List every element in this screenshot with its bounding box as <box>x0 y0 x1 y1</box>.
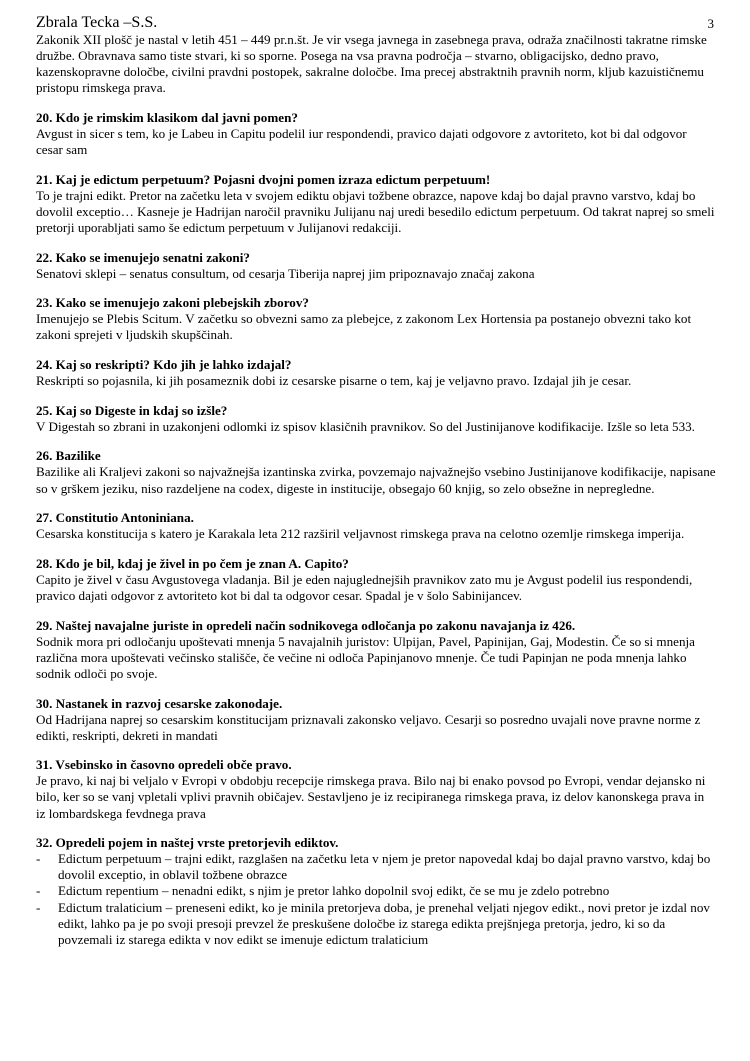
page-number: 3 <box>707 16 714 31</box>
answer-paragraph: Imenujejo se Plebis Scitum. V začetku so obvezni samo za plebejce, z zakonom Lex Hortensia pa postanejo obvezni tako kot zakoni sprejeti v ljudskih skupščinah. <box>36 311 692 343</box>
answer-paragraph: Sodnik mora pri odločanju upoštevati mnenja 5 navajalnih juristov: Ulpijan, Pavel, Papinijan, Gaj, Modestin. Če so si mnenja različna mora upoštevati večinsko stališče, če večine ni odloča Papinjanovo mnenje. Če tudi Papinjan ne poda mnenja lahko sodnik odloči po svoje. <box>36 633 695 681</box>
answer-paragraph: V Digestah so zbrani in uzakonjeni odlomki iz spisov klasičnih pravnikov. So del Justinijanove kodifikacije. Izšle so leta 533. <box>36 418 695 434</box>
list-item <box>36 883 716 899</box>
document-header-author: Zbrala Tecka –S.S. <box>36 14 158 31</box>
qa-section-28 <box>36 556 716 604</box>
answer-paragraph: Je pravo, ki naj bi veljalo v Evropi v obdobju recepcije rimskega prava. Bilo naj bi enako povsod po Evropi, vendar dejansko ni bilo, ker so se vanj vpletali vplivi pravnih običajev. Sestavljeno je iz recipiranega rimskega prava, iz delov kanonskega prava in iz lombardskega fevdnega prava <box>36 773 706 821</box>
qa-section-32 <box>36 835 716 948</box>
answer-paragraph: Cesarska konstitucija s katero je Karakala leta 212 razširil veljavnost rimskega prava na celotno ozemlje rimskega imperija. <box>36 526 685 542</box>
qa-section-24 <box>36 357 716 389</box>
bullet-dash: - <box>36 883 41 899</box>
question-heading: 29. Naštej navajalne juriste in opredeli način sodnikovega odločanja po zakonu navajanja iz 426. <box>36 617 576 633</box>
answer-paragraph: Avgust in sicer s tem, ko je Labeu in Capitu podelil iur respondendi, pravico dajati odgovore z avtoriteto, kot bi dal odgovor cesar sam <box>36 125 687 158</box>
answer-paragraph: Bazilike ali Kraljevi zakoni so najvažnejša izantinska zvirka, povzemajo najvažnejšo vsebino Justinijanove kodifikacije, napisane so v grškem jeziku, niso razdeljene na codex, digeste in institucije, obsegajo 60 knjig, so zelo obsežne in nepregledne. <box>36 464 716 496</box>
qa-section-25 <box>36 403 716 435</box>
bullet-dash: - <box>36 899 41 915</box>
list-item <box>36 851 716 883</box>
intro-paragraph: Zakonik XII plošč je nastal v letih 451 – 449 pr.n.št. Je vir vsega javnega in zasebnega prava, odraža značilnosti takratne rimske družbe. Obravnava samo tiste stvari, ki so sporne. Posega na vsa pravna področja – stvarno, obligacijsko, dedno pravo, kazenskopravne določbe, civilni pravdni postopek, sakralne določbe. Ima precej abstraktnih pravnih norm, kljub kazuističnemu pristopu rimskega prava. <box>36 32 707 96</box>
qa-section-23 <box>36 295 716 343</box>
question-heading: 28. Kdo je bil, kdaj je živel in po čem je znan A. Capito? <box>36 555 349 571</box>
question-heading: 32. Opredeli pojem in naštej vrste pretorjevih ediktov. <box>36 835 339 851</box>
question-heading: 24. Kaj so reskripti? Kdo jih je lahko izdajal? <box>36 357 292 372</box>
list-item <box>36 900 716 948</box>
question-heading: 20. Kdo je rimskim klasikom dal javni pomen? <box>36 109 298 125</box>
qa-section-31 <box>36 757 716 821</box>
qa-section-27 <box>36 510 716 542</box>
question-heading: 23. Kako se imenujejo zakoni plebejskih zborov? <box>36 295 309 311</box>
qa-section-21 <box>36 172 716 236</box>
question-heading: 27. Constitutio Antoniniana. <box>36 510 194 526</box>
question-heading: 22. Kako se imenujejo senatni zakoni? <box>36 249 250 265</box>
list-item-text: Edictum perpetuum – trajni edikt, razglašen na začetku leta v njem je pretor napovedal kdaj bo dajal pravno varstvo, kdaj bo dovolil exceptio, in oblavil tožbene obrazce <box>58 851 711 883</box>
qa-section-22 <box>36 250 716 282</box>
bullet-dash: - <box>36 851 41 867</box>
answer-paragraph: Reskripti so pojasnila, ki jih posameznik dobi iz cesarske pisarne o tem, kaj je veljavno pravo. Izdajal jih je cesar. <box>36 373 632 389</box>
answer-paragraph: Senatovi sklepi – senatus consultum, od cesarja Tiberija naprej jim pripoznavajo značaj zakona <box>36 265 535 281</box>
list-item-text: Edictum tralaticium – preneseni edikt, ko je minila pretorjeva doba, je prenehal veljati njegov edikt., novi pretor je izdal nov edikt, lahko pa je po svoji presoji prevzel že preskušene določbe iz starega edikta prejšnjega pretorja, jedro, ki so da povzemali iz starega edikta v nov edikt se imenuje edictum tralaticium <box>58 899 710 947</box>
qa-section-20 <box>36 110 716 158</box>
question-heading: 26. Bazilike <box>36 448 101 464</box>
answer-paragraph: Od Hadrijana naprej so cesarskim konstitucijam priznavali zakonsko veljavo. Cesarji so posredno uvajali nove pravne norme z edikti, reskripti, dekreti in mandati <box>36 711 701 743</box>
qa-section-26 <box>36 448 716 496</box>
question-heading: 30. Nastanek in razvoj cesarske zakonodaje. <box>36 695 283 711</box>
qa-section-29 <box>36 618 716 682</box>
list-item-text: Edictum repentium – nenadni edikt, s njim je pretor lahko dopolnil svoj edikt, če se mu je zdelo potrebno <box>58 883 610 899</box>
answer-paragraph: To je trajni edikt. Pretor na začetku leta v svojem ediktu objavi tožbene obrazce, napove kdaj bo dajal pravno varstvo, kdaj bo dovolil exceptio… Kasneje je Hadrijan naročil pravniku Julijanu naj uredi besedilo edictum perpetuum. Od takrat naprej so smeli pretorji uporabljati samo še edictum perpetuum v Julijanovi redakciji. <box>36 187 715 235</box>
question-heading: 25. Kaj so Digeste in kdaj so izšle? <box>36 402 228 418</box>
question-heading: 31. Vsebinsko in časovno opredeli obče pravo. <box>36 757 292 773</box>
answer-paragraph: Capito je živel v času Avgustovega vladanja. Bil je eden najuglednejših pravnikov zato mu je Avgust podelil ius respondendi, pravico dajati odgovor z avtoriteto kot bi dal ta odgovor cesar. Spadal je v šolo Sabinijancev. <box>36 571 693 604</box>
question-heading: 21. Kaj je edictum perpetuum? Pojasni dvojni pomen izraza edictum perpetuum! <box>36 171 491 187</box>
qa-section-30 <box>36 696 716 744</box>
document-page <box>36 14 716 948</box>
